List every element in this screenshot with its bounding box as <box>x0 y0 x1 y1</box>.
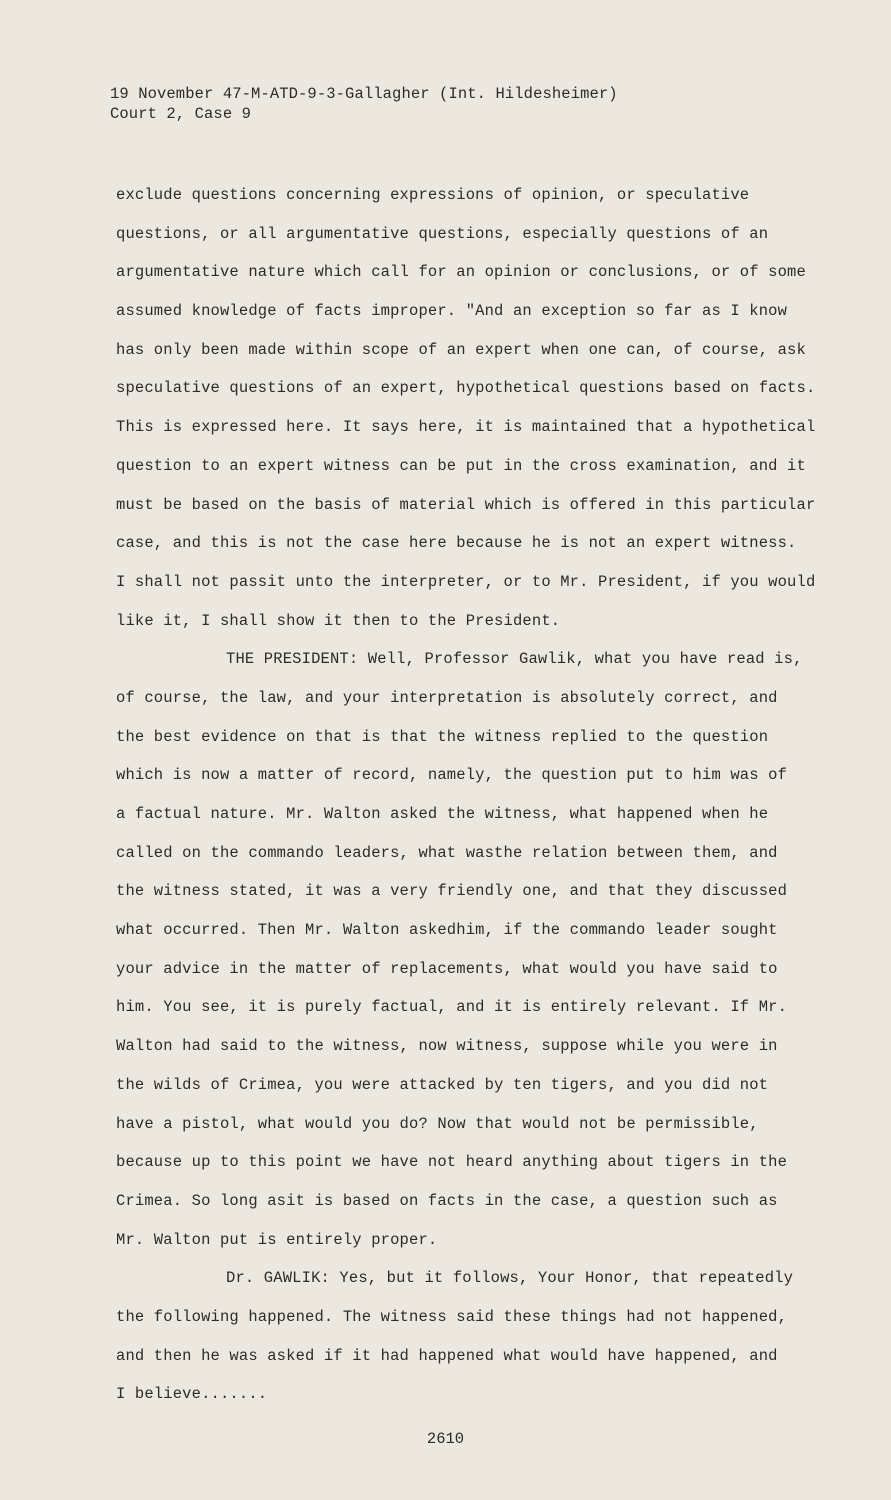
transcript-line: him. You see, it is purely factual, and it is entirely relevant. If Mr. <box>116 998 788 1017</box>
document-header <box>110 84 618 124</box>
transcript-line: case, and this is not the case here because he is not an expert witness. <box>116 534 797 553</box>
transcript-line: called on the commando leaders, what wasthe relation between them, and <box>116 843 778 862</box>
transcript-line: exclude questions concerning expressions of opinion, or speculative <box>116 186 750 204</box>
transcript-line: I shall not passit unto the interpreter, or to Mr. President, if you would <box>116 572 816 591</box>
transcript-line: what occurred. Then Mr. Walton askedhim, if the commando leader sought <box>116 921 778 940</box>
transcript-line: has only been made within scope of an expert when one can, of course, ask <box>116 340 806 359</box>
transcript-line-speaker-president: THE PRESIDENT: Well, Professor Gawlik, what you have read is, <box>226 650 803 669</box>
transcript-line-speaker-gawlik: Dr. GAWLIK: Yes, but it follows, Your Honor, that repeatedly <box>226 1269 794 1288</box>
transcript-line: question to an expert witness can be put in the cross examination, and it <box>116 456 806 475</box>
transcript-line: of course, the law, and your interpretation is absolutely correct, and <box>116 688 778 707</box>
transcript-line: like it, I shall show it then to the President. <box>116 611 561 630</box>
transcript-line: which is now a matter of record, namely, the question put to him was of <box>116 766 788 785</box>
transcript-line: Walton had said to the witness, now witness, suppose while you were in <box>116 1037 778 1056</box>
transcript-line: speculative questions of an expert, hypothetical questions based on facts. <box>116 379 816 398</box>
transcript-line: and then he was asked if it had happened what would have happened, and <box>116 1346 778 1365</box>
header-line-date-case: 19 November 47-M-ATD-9-3-Gallagher (Int. Hildesheimer) <box>110 85 618 103</box>
header-line-court: Court 2, Case 9 <box>110 105 252 123</box>
transcript-line: questions, or all argumentative questions, especially questions of an <box>116 224 769 243</box>
transcript-body <box>116 176 836 1414</box>
transcript-line: This is expressed here. It says here, it is maintained that a hypothetical <box>116 418 816 437</box>
transcript-line: I believe....... <box>116 1385 268 1404</box>
transcript-line: the best evidence on that is that the witness replied to the question <box>116 727 769 746</box>
transcript-line: have a pistol, what would you do? Now that would not be permissible, <box>116 1114 759 1133</box>
transcript-line: argumentative nature which call for an opinion or conclusions, or of some <box>116 263 806 282</box>
transcript-line: the following happened. The witness said these things had not happened, <box>116 1307 788 1326</box>
page-number: 2610 <box>426 1430 465 1448</box>
transcript-line: the witness stated, it was a very friendly one, and that they discussed <box>116 882 788 901</box>
transcript-line: the wilds of Crimea, you were attacked by ten tigers, and you did not <box>116 1075 769 1094</box>
transcript-line: a factual nature. Mr. Walton asked the witness, what happened when he <box>116 805 769 823</box>
transcript-line: your advice in the matter of replacements, what would you have said to <box>116 959 778 978</box>
transcript-line: Crimea. So long asit is based on facts in the case, a question such as <box>116 1191 778 1210</box>
transcript-line: assumed knowledge of facts improper. "And an exception so far as I know <box>116 302 788 321</box>
transcript-line: Mr. Walton put is entirely proper. <box>116 1230 438 1249</box>
transcript-line: because up to this point we have not heard anything about tigers in the <box>116 1153 788 1172</box>
transcript-line: must be based on the basis of material which is offered in this particular <box>116 495 816 514</box>
